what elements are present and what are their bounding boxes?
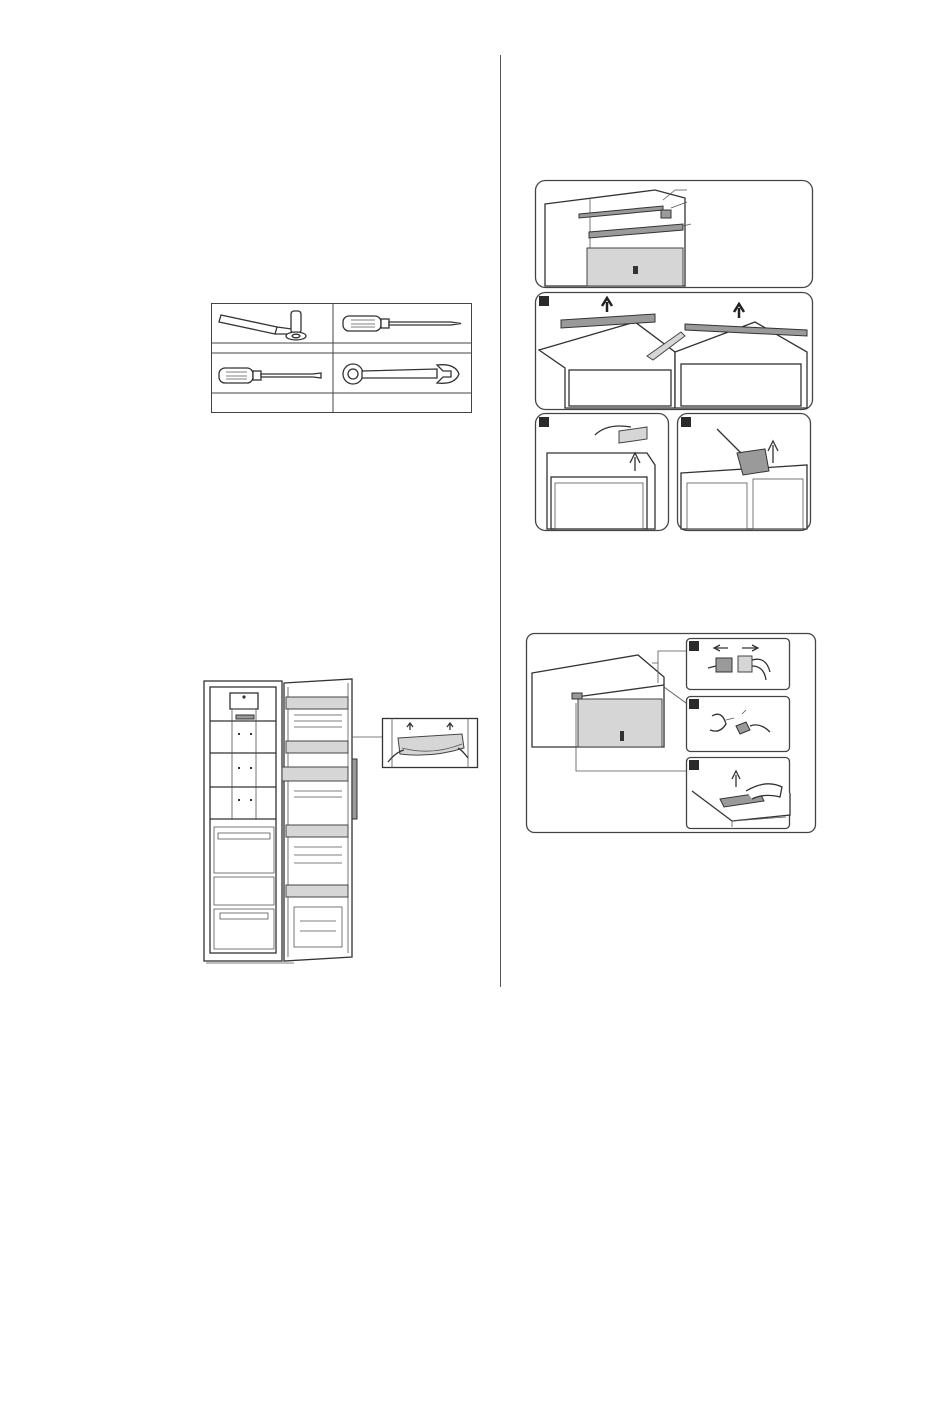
phillips-screwdriver-icon [341,313,466,335]
cover-lift-step [535,292,813,410]
column-divider [500,55,501,987]
tools-table [211,303,472,413]
connector-separate-step [686,638,790,690]
socket-wrench-icon [217,307,322,341]
combination-wrench-icon [339,359,464,391]
hinge-lift-step [686,757,790,829]
door-shelf-lift-detail [382,718,478,768]
flat-screwdriver-icon [217,365,327,387]
hinge-cap-step-left [535,413,669,531]
top-cover-overview [535,180,813,288]
cable-release-step [686,696,790,752]
fridge-open-door-illustration [202,675,362,970]
hinge-cap-step-right [677,413,811,531]
